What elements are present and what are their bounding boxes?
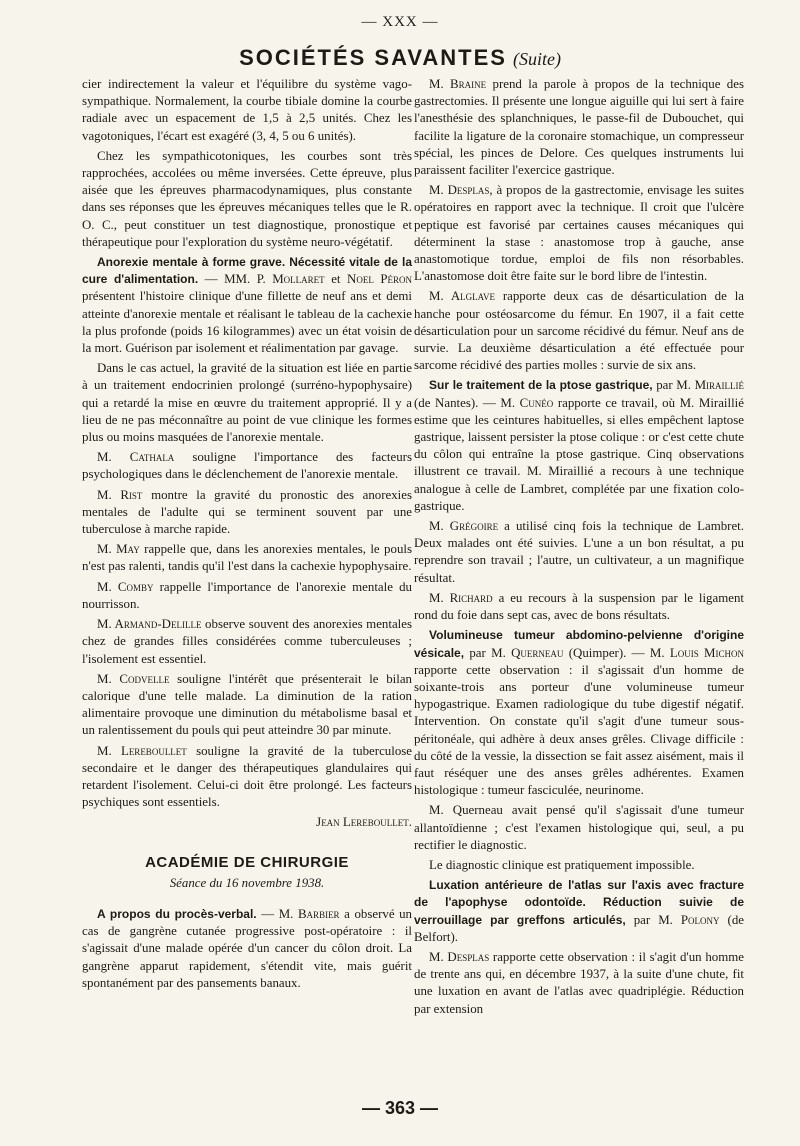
speaker-name: M. Barbier bbox=[278, 906, 340, 921]
text-run: — MM. bbox=[198, 272, 257, 287]
text-run: souligne l'intérêt que présenterait le bilan calorique d'une telle malade. La diminution de la ration alimentaire provoque une diminution du métabolisme basal et un ralentissement du pouls qui peut atteindre 30 par minute. bbox=[82, 671, 412, 738]
speaker-name: M. Cathala bbox=[97, 450, 175, 465]
text-run: a observé un cas de gangrène cutanée progressive post-opératoire : il s'agissait d'une malade opérée d'un cancer du côlon droit. La gangrène apparut rapidement, s'étendit vite, mais guérit spontanément par des pansements banaux. bbox=[82, 906, 413, 990]
discussion-entry bbox=[414, 518, 744, 587]
luxation-entry bbox=[414, 877, 744, 946]
author-name: Miraillié bbox=[694, 378, 745, 393]
paragraph: M. Querneau avait pensé qu'il s'agissait d'une tumeur allantoïdienne ; c'est l'examen histologique qui, seul, a pu rectifier le diagnostic. bbox=[414, 803, 744, 852]
text-run: rapporte deux cas de désarticulation de la hanche pour ostéosarcome du fémur. En 1907, il a fait cette désarticulation pour un sarcome récidivé du fémur. Neuf ans de survie. La deuxième désarticulation a été effectuée pour sarcome récidivé des parties molles : survie de six ans. bbox=[414, 289, 744, 373]
academy-heading: ACADÉMIE DE CHIRURGIE bbox=[145, 853, 349, 871]
discussion-entry bbox=[414, 182, 744, 285]
section-title: SOCIÉTÉS SAVANTES bbox=[239, 45, 507, 70]
text-run: souligne l'importance des facteurs psychologiques dans le déclenchement de l'anorexie mentale. bbox=[82, 450, 412, 482]
speaker-name: M. Desplas bbox=[429, 183, 490, 198]
speaker-name: M. Louis Michon bbox=[649, 645, 744, 660]
speaker-name: M. Grégoire bbox=[429, 519, 499, 534]
pv-entry bbox=[82, 906, 412, 992]
discussion-entry bbox=[82, 449, 412, 483]
left-column bbox=[82, 76, 412, 995]
text-run: présentent l'histoire clinique d'une fillette de neuf ans et demi atteinte d'anorexie mentale et réalisant le tableau de la cachexie la plus profonde (poids 16 kilogrammes) avec un état voisin de la mort. Guérison par isolement et réalimentation par gavage. bbox=[82, 289, 412, 356]
text-run: prend la parole à propos de la technique des gastrectomies. Il présente une longue aiguille qui lui sert à faire l'anesthésie des splanchniques, le passe-fil de Dubouchet, qui facilite la ligature de la coronaire stomachique, un compresseur spécial, les pinces de Delore. Ces quelques instruments lui paraissent faciliter l'exercice gastrique. bbox=[414, 77, 744, 178]
speaker-name: M. Codvelle bbox=[97, 671, 170, 686]
text-run: rapporte cette observation : il s'agissait d'un homme de soixante-trois ans porteur d'une volumineuse tumeur hypogastrique. Examen radiologique du tube digestif négatif. Intervention. On constate qu'il s'agit d'une tumeur sous-péritonéale, qui adhère à deux anses grêles. Clivage difficile : du côté de la vessie, la dissection se fait assez aisément, mais il faut réséquer une des anses grêles adhérentes. Examen histologique : tumeur fasciculée, neurinome. bbox=[414, 662, 744, 798]
tumeur-entry bbox=[414, 627, 744, 799]
discussion-entry bbox=[414, 288, 744, 374]
text-run: rappelle que, dans les anorexies mentales, le pouls n'est pas ralenti, tandis qu'il l'est dans la cachexie hypophysaire. bbox=[82, 542, 412, 574]
text-run: observe souvent des anorexies mentales chez de grandes filles considérées comme tuberculeuses ; l'isolement est essentiel. bbox=[82, 617, 412, 666]
signature: Jean Lereboullet. bbox=[316, 815, 412, 830]
speaker-name: M. Cunéo bbox=[500, 395, 554, 410]
text-run: a eu recours à la suspension par le ligament rond du foie dans sept cas, avec de bons résultats. bbox=[414, 590, 744, 623]
text-run: par M. bbox=[625, 912, 681, 927]
speaker-name: M. Lereboullet bbox=[97, 743, 187, 758]
text-run: (de Belfort). bbox=[414, 912, 745, 944]
discussion-entry bbox=[82, 579, 412, 613]
discussion-entry bbox=[82, 541, 412, 575]
text-run: — bbox=[256, 906, 279, 921]
entry-title: A propos du procès-verbal. bbox=[97, 906, 257, 921]
ptose-entry bbox=[414, 377, 744, 515]
entry-title: Anorexie mentale à forme grave. Nécessité vitale de la cure d'alimentation. bbox=[82, 255, 412, 287]
speaker-name: M. May bbox=[97, 542, 140, 557]
text-run: montre la gravité du pronostic des anorexies mentales de l'adulte qui se terminent souvent par une tuberculose à marche rapide. bbox=[82, 487, 412, 537]
paragraph: Le diagnostic clinique est pratiquement impossible. bbox=[429, 857, 695, 872]
speaker-name: M. Alglave bbox=[429, 289, 495, 304]
text-run: , à propos de la gastrectomie, envisage les suites opératoires en rapport avec la technique. Il croit que l'ulcère peptique est favorisé par certaines causes mécaniques qui déterminent la stase : anastomose trop à gauche, anse anastomotique tordue, emploi de fils non résorbables. L'anastomose doit être faite sur le bord libre de l'intestin. bbox=[414, 183, 744, 284]
entry-title: Luxation antérieure de l'atlas sur l'axis avec fracture de l'apophyse odontoïde. Réduction suivie de verrouillage par greffons articulés, bbox=[414, 878, 744, 927]
text-run: par M. bbox=[652, 378, 695, 393]
anorexie-entry bbox=[82, 254, 412, 357]
speaker-name: M. Comby bbox=[97, 579, 154, 594]
text-run: rappelle l'importance de l'anorexie mentale du nourrisson. bbox=[82, 579, 413, 611]
text-run: rapporte cette observation : il s'agit d'un homme de trente ans qui, en décembre 1937, à la suite d'une chute, fit une luxation en avant de l'atlas avec quadriplégie. Réduction par extension bbox=[414, 949, 744, 1016]
text-run: a utilisé cinq fois la technique de Lambret. Deux malades ont été suivies. L'une a un bon résultat, a pu reprendre son travail ; l'autre, un cultivateur, a un magnifique résultat. bbox=[414, 519, 744, 585]
text-run: rapporte ce travail, où M. Miraillié estime que les ceintures habituelles, si elles empêchent laptose gastrique, laissent persister la ptose colique : or c'est cette chute du côlon qui entraîne la ptose gastrique. Cinq observations illustrent ce travail. M. Miraillié a recours à une technique analogue à celle de Lambret, complétée par une fixation colo-gastrique. bbox=[414, 395, 744, 513]
discussion-entry bbox=[414, 949, 744, 1018]
author-name: Polony bbox=[680, 912, 720, 927]
speaker-name: M. Desplas bbox=[429, 949, 490, 964]
discussion-entry bbox=[82, 487, 412, 539]
text-run: (Quimper). — bbox=[563, 645, 650, 660]
text-run: par M. bbox=[464, 645, 512, 660]
page-number: — 363 — bbox=[361, 1098, 439, 1118]
speaker-name: M. Rist bbox=[97, 487, 143, 502]
discussion-entry bbox=[82, 616, 412, 668]
section-suffix: (Suite) bbox=[512, 49, 561, 69]
speaker-name: M. Richard bbox=[429, 590, 493, 605]
author-name: Noel Péron bbox=[347, 272, 412, 287]
entry-title: Sur le traitement de la ptose gastrique, bbox=[429, 378, 653, 393]
author-name: Querneau bbox=[511, 645, 564, 660]
right-column bbox=[414, 76, 744, 1021]
speaker-name: M. Braine bbox=[429, 77, 487, 91]
discussion-entry bbox=[82, 743, 412, 812]
text-run: (de Nantes). — bbox=[414, 395, 501, 410]
entry-title: Volumineuse tumeur abdomino-pelvienne d'origine vésicale, bbox=[414, 628, 744, 660]
discussion-entry bbox=[82, 671, 412, 740]
text-run: et bbox=[324, 272, 348, 287]
session-date: Séance du 16 novembre 1938. bbox=[169, 875, 325, 890]
discussion-entry bbox=[414, 76, 744, 179]
paragraph: Dans le cas actuel, la gravité de la situation est liée en partie à un traitement endocrinien prolongé (surréno-hypophysaire) qui a retardé la mise en œuvre du traitement approprié. Il y a lieu de ne pas méconnaître au point de vue clinique les formes plus ou moins masquées de l'anorexie mentale. bbox=[82, 361, 412, 445]
section-header bbox=[0, 45, 800, 71]
text-run: souligne la gravité de la tuberculose secondaire et le danger des thérapeutiques glandulaires qui retardent l'isolement. Celui-ci doit être prolongé. Les facteurs psychiques sont essentiels. bbox=[82, 743, 412, 810]
running-head: — XXX — bbox=[361, 14, 439, 30]
discussion-entry bbox=[414, 590, 744, 624]
paragraph: Chez les sympathicotoniques, les courbes sont très rapprochées, accolées ou même inversées. Cette épreuve, plus aisée que les épreuves pharmacodynamiques, plus constante dans ses réponses que les épreuves mécaniques telles que le R. O. C., peut constituer un test diagnostique, pronostique et thérapeutique pour l'exploration du système neuro-végétatif. bbox=[82, 148, 412, 249]
author-name: P. Mollaret bbox=[256, 272, 325, 287]
paragraph: cier indirectement la valeur et l'équilibre du système vago-sympathique. Normalement, la courbe tibiale domine la courbe radiale avec un espacement de 1,5 à 2,5 unités. Chez les vagotoniques, l'écart est exagéré (3, 4, 5 ou 6 unités). bbox=[82, 77, 412, 143]
speaker-name: M. Armand-Delille bbox=[97, 617, 202, 632]
